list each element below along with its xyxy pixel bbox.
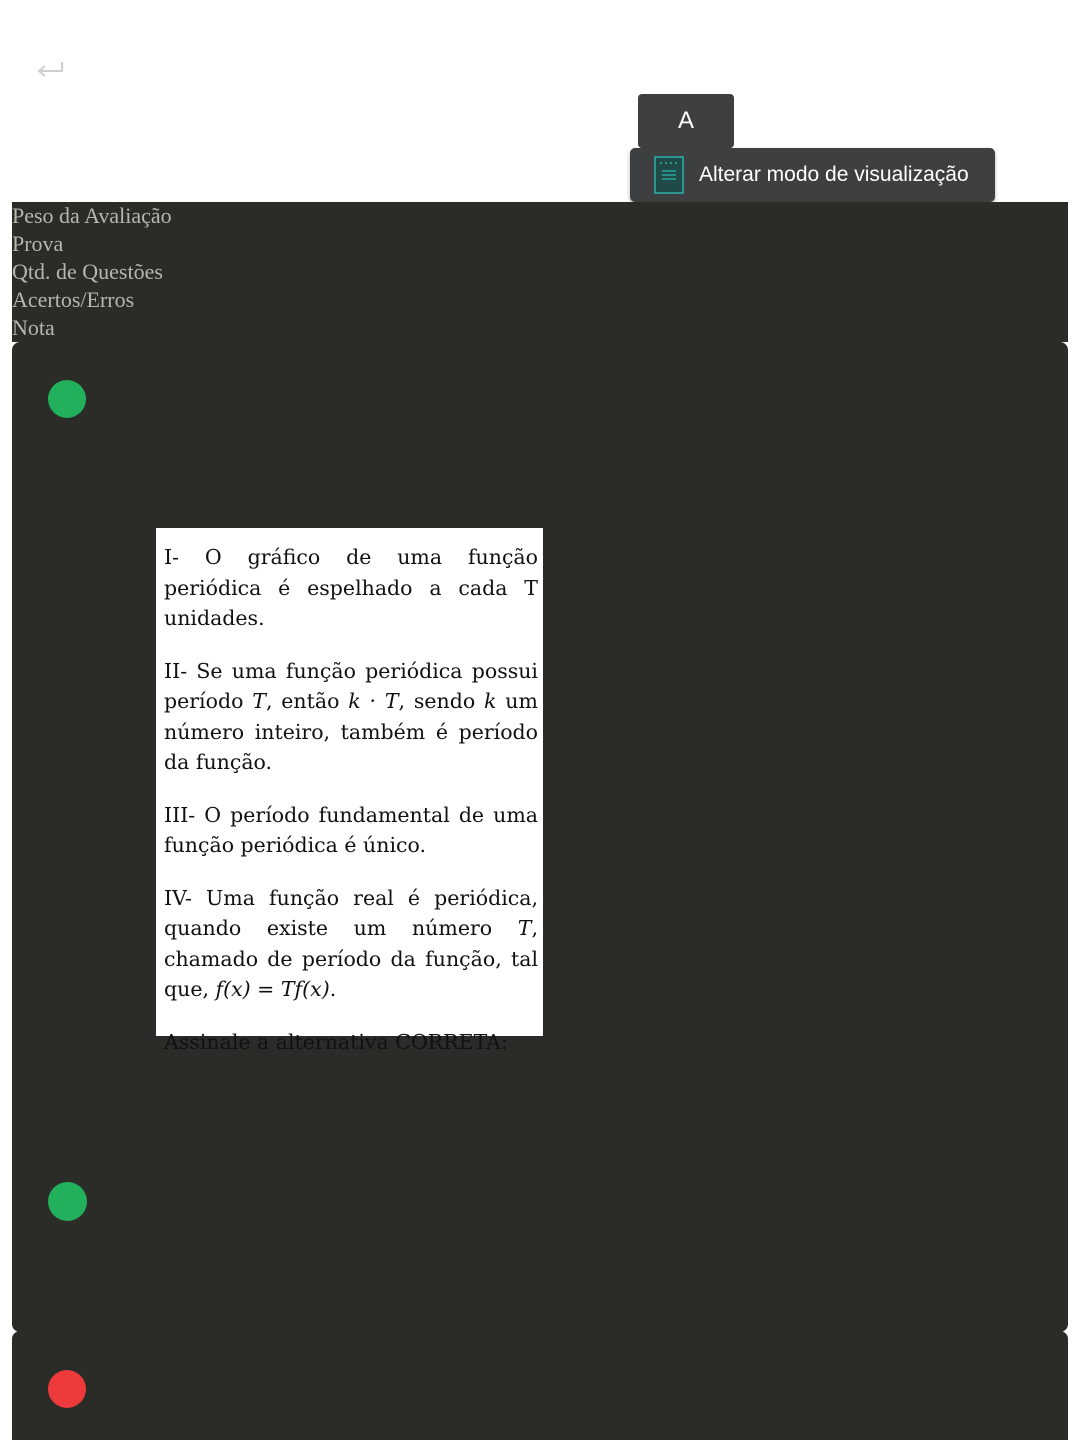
view-mode-button[interactable] (630, 148, 995, 202)
question-statement (156, 528, 543, 1054)
correct-status-dot (48, 380, 86, 418)
question-prompt: Assinale a alternativa CORRETA: (164, 1029, 508, 1054)
statement-4: IV- Uma função real é periódica, quando existe um número T, chamado de período da função, tal que, f(x) = Tf(x). (164, 885, 538, 1001)
evaluation-summary (12, 202, 1068, 342)
nota-label: Nota (12, 315, 55, 340)
top-bar (0, 0, 1080, 202)
peso-label: Peso da Avaliação (12, 203, 172, 228)
question-card (12, 1331, 1068, 1440)
statement-3: III- O período fundamental de uma função periódica é único. (164, 802, 538, 857)
statement-2: II- Se uma função periódica possui período T, então k · T, sendo k um número inteiro, também é período da função. (164, 658, 538, 774)
tooltip-letter: A (677, 107, 694, 134)
view-mode-label: Alterar modo de visualização (699, 163, 969, 186)
acertos-erros-label: Acertos/Erros (12, 287, 135, 312)
questoes-label: Qtd. de Questões (12, 259, 163, 284)
document-icon (654, 156, 684, 194)
wrong-status-dot (48, 1370, 86, 1408)
back-arrow-icon[interactable] (34, 58, 66, 80)
question-card (12, 342, 1068, 1332)
prova-label: Prova (12, 231, 64, 256)
correct-status-dot (48, 1182, 87, 1221)
tooltip-a (638, 94, 734, 148)
statement-1: I- O gráfico de uma função periódica é espelhado a cada T unidades. (164, 545, 538, 630)
